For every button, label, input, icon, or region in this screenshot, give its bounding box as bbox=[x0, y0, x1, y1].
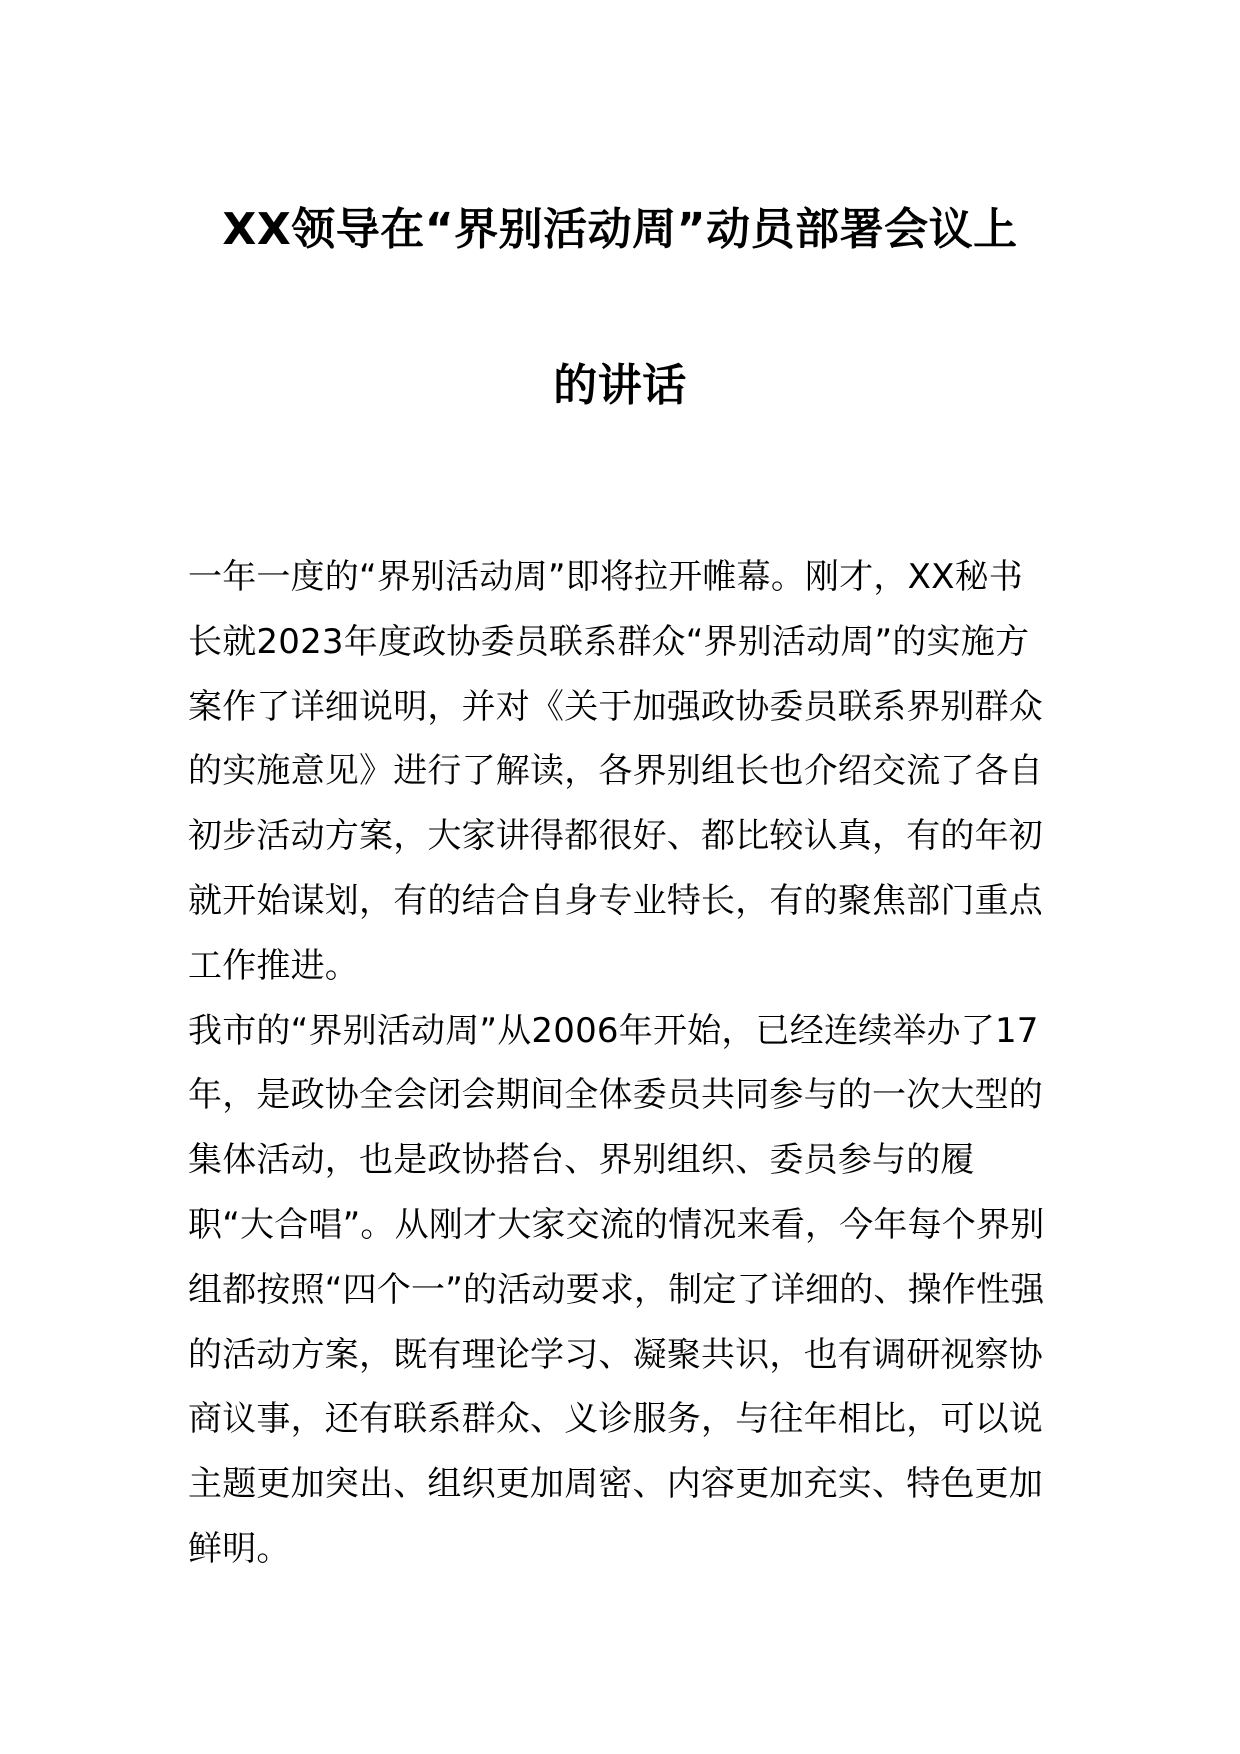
document-body bbox=[188, 545, 1052, 1582]
paragraph-1: 一年一度的“界别活动周”即将拉开帷幕。刚才，XX秘书长就2023年度政协委员联系群众“界别活动周”的实施方案作了详细说明，并对《关于加强政协委员联系界别群众的实施意见》进行了解读，各界别组长也介绍交流了各自初步活动方案，大家讲得都很好、都比较认真，有的年初就开始谋划，有的结合自身专业特长，有的聚焦部门重点工作推进。 bbox=[188, 557, 1043, 986]
document-title bbox=[0, 174, 1240, 411]
title-line-1: XX领导在“界别活动周”动员部署会议上 bbox=[222, 204, 1018, 255]
paragraph-2: 我市的“界别活动周”从2006年开始，已经连续举办了17年，是政协全会闭会期间全体委员共同参与的一次大型的集体活动，也是政协搭台、界别组织、委员参与的履职“大合唱”。从刚才大家交流的情况来看，今年每个界别组都按照“四个一”的活动要求，制定了详细的、操作性强的活动方案，既有理论学习、凝聚共识，也有调研视察协商议事，还有联系群众、义诊服务，与往年相比，可以说主题更加突出、组织更加周密、内容更加充实、特色更加鲜明。 bbox=[188, 1010, 1045, 1569]
title-line-2: 的讲话 bbox=[553, 360, 687, 411]
